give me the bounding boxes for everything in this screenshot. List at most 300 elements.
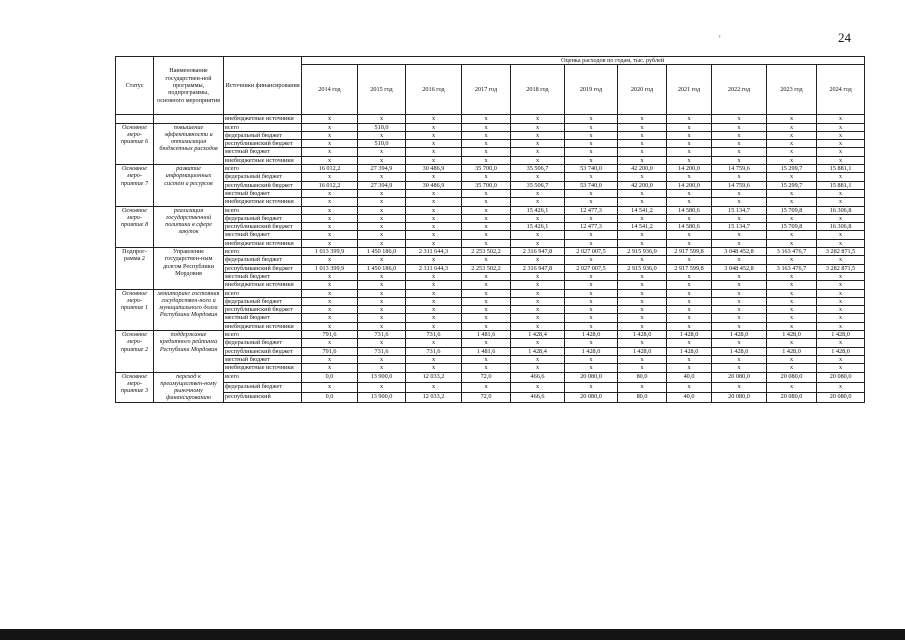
- status-cell: Подпрог-рамма 2: [116, 248, 154, 289]
- value-cell: x: [767, 306, 817, 314]
- value-cell: 1 428,4: [511, 347, 565, 355]
- value-cell: x: [565, 339, 618, 347]
- value-cell: x: [618, 289, 667, 297]
- value-cell: x: [712, 115, 767, 123]
- header-year: 2021 год: [667, 65, 712, 115]
- value-cell: x: [667, 123, 712, 131]
- value-cell: 15 426,1: [511, 223, 565, 231]
- value-cell: x: [565, 115, 618, 123]
- value-cell: 16 012,2: [302, 181, 358, 189]
- value-cell: 791,6: [302, 347, 358, 355]
- value-cell: x: [511, 239, 565, 247]
- value-cell: 2 311 644,3: [406, 264, 462, 272]
- value-cell: x: [406, 364, 462, 372]
- name-cell: поддержание кредитного рейтинга Республики Мордовия: [154, 331, 224, 372]
- value-cell: 20 080,0: [817, 392, 865, 402]
- value-cell: x: [618, 148, 667, 156]
- value-cell: x: [817, 214, 865, 222]
- value-cell: x: [462, 214, 511, 222]
- value-cell: 12 477,3: [565, 206, 618, 214]
- header-year: 2017 год: [462, 65, 511, 115]
- table-row: [116, 272, 865, 280]
- table-row: [116, 248, 865, 256]
- value-cell: x: [767, 123, 817, 131]
- value-cell: x: [565, 306, 618, 314]
- value-cell: x: [302, 131, 358, 139]
- value-cell: 42 200,0: [618, 165, 667, 173]
- value-cell: x: [302, 239, 358, 247]
- source-cell: всего: [224, 248, 302, 256]
- value-cell: x: [462, 189, 511, 197]
- value-cell: 20 080,0: [565, 372, 618, 382]
- value-cell: 1 428,0: [817, 331, 865, 339]
- table-row: [116, 355, 865, 363]
- value-cell: x: [302, 206, 358, 214]
- value-cell: x: [565, 355, 618, 363]
- value-cell: 731,6: [358, 331, 406, 339]
- value-cell: x: [565, 148, 618, 156]
- table-row: [116, 140, 865, 148]
- value-cell: x: [565, 382, 618, 392]
- value-cell: x: [817, 148, 865, 156]
- value-cell: x: [302, 140, 358, 148]
- value-cell: 72,0: [462, 372, 511, 382]
- table-row: [116, 115, 865, 123]
- value-cell: x: [817, 231, 865, 239]
- value-cell: 1 428,0: [767, 347, 817, 355]
- value-cell: x: [565, 272, 618, 280]
- value-cell: x: [358, 322, 406, 330]
- value-cell: 72,0: [462, 392, 511, 402]
- value-cell: 3 048 452,8: [712, 248, 767, 256]
- corner-mark: ': [719, 34, 721, 44]
- value-cell: x: [817, 339, 865, 347]
- value-cell: 12 477,3: [565, 223, 618, 231]
- status-cell: Основное меро-приятие 7: [116, 165, 154, 206]
- value-cell: x: [511, 382, 565, 392]
- value-cell: x: [358, 239, 406, 247]
- value-cell: x: [462, 131, 511, 139]
- value-cell: x: [667, 322, 712, 330]
- value-cell: x: [302, 322, 358, 330]
- value-cell: 30 486,9: [406, 165, 462, 173]
- source-cell: республиканский бюджет: [224, 140, 302, 148]
- header-name: Наименование государствен-ной программы, подпрограммы, основного мероприятия: [154, 57, 224, 115]
- value-cell: 1 428,0: [618, 331, 667, 339]
- value-cell: 14 541,2: [618, 206, 667, 214]
- value-cell: 14 580,6: [667, 223, 712, 231]
- value-cell: x: [667, 272, 712, 280]
- value-cell: x: [712, 231, 767, 239]
- value-cell: 2 027 007,5: [565, 248, 618, 256]
- value-cell: x: [712, 189, 767, 197]
- table-row: [116, 231, 865, 239]
- source-cell: местный бюджет: [224, 148, 302, 156]
- value-cell: x: [302, 281, 358, 289]
- value-cell: x: [817, 173, 865, 181]
- value-cell: 15 299,7: [767, 181, 817, 189]
- value-cell: x: [712, 314, 767, 322]
- budget-table: [115, 56, 865, 403]
- name-cell: реализация государственной политики в сфере закупок: [154, 206, 224, 247]
- source-cell: всего: [224, 372, 302, 382]
- value-cell: x: [358, 306, 406, 314]
- source-cell: внебюджетные источники: [224, 364, 302, 372]
- header-year: 2018 год: [511, 65, 565, 115]
- source-cell: местный бюджет: [224, 189, 302, 197]
- value-cell: x: [667, 231, 712, 239]
- value-cell: 0,0: [302, 392, 358, 402]
- value-cell: x: [406, 256, 462, 264]
- value-cell: x: [565, 239, 618, 247]
- value-cell: x: [462, 364, 511, 372]
- value-cell: x: [712, 148, 767, 156]
- value-cell: x: [511, 214, 565, 222]
- value-cell: x: [712, 198, 767, 206]
- table-row: [116, 364, 865, 372]
- source-cell: местный бюджет: [224, 314, 302, 322]
- table-row: [116, 314, 865, 322]
- value-cell: 3 282 871,5: [817, 248, 865, 256]
- value-cell: x: [511, 355, 565, 363]
- value-cell: x: [406, 322, 462, 330]
- value-cell: x: [712, 173, 767, 181]
- header-year: 2020 год: [618, 65, 667, 115]
- status-cell: Основное меро-приятие 6: [116, 123, 154, 164]
- source-cell: федеральный бюджет: [224, 297, 302, 305]
- value-cell: x: [358, 214, 406, 222]
- value-cell: x: [302, 339, 358, 347]
- source-cell: всего: [224, 123, 302, 131]
- header-year: 2015 год: [358, 65, 406, 115]
- value-cell: x: [406, 231, 462, 239]
- table-row: [116, 289, 865, 297]
- value-cell: x: [406, 123, 462, 131]
- source-cell: внебюджетные источники: [224, 281, 302, 289]
- value-cell: 3 163 476,7: [767, 248, 817, 256]
- value-cell: x: [511, 115, 565, 123]
- value-cell: x: [462, 123, 511, 131]
- value-cell: 1 428,0: [712, 347, 767, 355]
- value-cell: x: [511, 289, 565, 297]
- value-cell: x: [511, 131, 565, 139]
- value-cell: x: [618, 156, 667, 164]
- value-cell: x: [358, 289, 406, 297]
- value-cell: x: [406, 355, 462, 363]
- table-row: [116, 239, 865, 247]
- value-cell: 80,0: [618, 392, 667, 402]
- value-cell: x: [618, 115, 667, 123]
- value-cell: x: [358, 256, 406, 264]
- value-cell: 42 200,0: [618, 181, 667, 189]
- value-cell: 2 917 599,8: [667, 264, 712, 272]
- value-cell: x: [406, 289, 462, 297]
- header-estimate: Оценка расходов по годам, тыс. рублей: [302, 57, 865, 65]
- value-cell: x: [462, 355, 511, 363]
- value-cell: 1 450 186,0: [358, 264, 406, 272]
- value-cell: x: [618, 322, 667, 330]
- value-cell: x: [817, 322, 865, 330]
- value-cell: x: [712, 239, 767, 247]
- value-cell: x: [817, 198, 865, 206]
- value-cell: x: [712, 281, 767, 289]
- value-cell: x: [712, 306, 767, 314]
- source-cell: республиканский бюджет: [224, 223, 302, 231]
- value-cell: x: [302, 256, 358, 264]
- value-cell: x: [767, 339, 817, 347]
- value-cell: 13 900,0: [358, 392, 406, 402]
- value-cell: 1 428,0: [565, 331, 618, 339]
- value-cell: 466,6: [511, 372, 565, 382]
- value-cell: x: [565, 297, 618, 305]
- value-cell: 35 506,7: [511, 165, 565, 173]
- value-cell: x: [358, 364, 406, 372]
- header-year: 2023 год: [767, 65, 817, 115]
- source-cell: федеральный бюджет: [224, 214, 302, 222]
- value-cell: 1 450 186,0: [358, 248, 406, 256]
- value-cell: x: [817, 156, 865, 164]
- value-cell: 20 080,0: [817, 372, 865, 382]
- value-cell: 2 311 644,3: [406, 248, 462, 256]
- header-year: 2019 год: [565, 65, 618, 115]
- value-cell: x: [712, 297, 767, 305]
- value-cell: x: [406, 131, 462, 139]
- value-cell: x: [462, 156, 511, 164]
- table-row: [116, 382, 865, 392]
- value-cell: x: [406, 382, 462, 392]
- value-cell: x: [511, 272, 565, 280]
- value-cell: x: [767, 140, 817, 148]
- source-cell: всего: [224, 331, 302, 339]
- value-cell: 20 080,0: [712, 392, 767, 402]
- value-cell: 14 759,6: [712, 165, 767, 173]
- value-cell: x: [712, 322, 767, 330]
- value-cell: x: [511, 156, 565, 164]
- source-cell: федеральный бюджет: [224, 339, 302, 347]
- table-row: [116, 372, 865, 382]
- source-cell: федеральный бюджет: [224, 173, 302, 181]
- value-cell: x: [618, 214, 667, 222]
- value-cell: x: [767, 256, 817, 264]
- value-cell: x: [358, 272, 406, 280]
- value-cell: x: [462, 322, 511, 330]
- value-cell: x: [406, 173, 462, 181]
- value-cell: 14 200,0: [667, 181, 712, 189]
- value-cell: x: [767, 322, 817, 330]
- value-cell: 1 428,0: [667, 347, 712, 355]
- name-cell: мониторинг состояния государствен-ного и муниципального долга Республики Мордовия: [154, 289, 224, 330]
- value-cell: 14 759,6: [712, 181, 767, 189]
- value-cell: x: [358, 355, 406, 363]
- value-cell: x: [511, 306, 565, 314]
- value-cell: x: [817, 131, 865, 139]
- value-cell: x: [667, 297, 712, 305]
- value-cell: x: [406, 140, 462, 148]
- value-cell: 1 013 399,9: [302, 264, 358, 272]
- value-cell: 35 700,0: [462, 165, 511, 173]
- name-cell: повышение эффективности и оптимизация бюджетных расходов: [154, 123, 224, 164]
- value-cell: x: [462, 272, 511, 280]
- value-cell: 2 253 502,2: [462, 264, 511, 272]
- value-cell: 2 915 936,0: [618, 264, 667, 272]
- value-cell: x: [817, 189, 865, 197]
- value-cell: 3 048 452,8: [712, 264, 767, 272]
- value-cell: x: [667, 364, 712, 372]
- table-row: [116, 256, 865, 264]
- value-cell: x: [462, 289, 511, 297]
- value-cell: x: [462, 198, 511, 206]
- value-cell: x: [767, 198, 817, 206]
- value-cell: x: [565, 156, 618, 164]
- value-cell: x: [817, 306, 865, 314]
- value-cell: x: [462, 281, 511, 289]
- table-row: [116, 339, 865, 347]
- value-cell: 40,0: [667, 392, 712, 402]
- value-cell: 40,0: [667, 372, 712, 382]
- value-cell: x: [511, 322, 565, 330]
- table-row: [116, 306, 865, 314]
- value-cell: x: [565, 189, 618, 197]
- value-cell: 1 428,0: [767, 331, 817, 339]
- value-cell: 1 428,4: [511, 331, 565, 339]
- table-row: [116, 148, 865, 156]
- value-cell: 16 306,8: [817, 206, 865, 214]
- value-cell: x: [406, 214, 462, 222]
- value-cell: x: [618, 382, 667, 392]
- value-cell: 30 486,9: [406, 181, 462, 189]
- value-cell: x: [618, 256, 667, 264]
- value-cell: x: [618, 173, 667, 181]
- value-cell: x: [511, 314, 565, 322]
- value-cell: x: [817, 281, 865, 289]
- value-cell: 2 316 947,8: [511, 248, 565, 256]
- value-cell: x: [511, 173, 565, 181]
- header-year: 2016 год: [406, 65, 462, 115]
- table-row: [116, 131, 865, 139]
- source-cell: внебюджетные источники: [224, 239, 302, 247]
- value-cell: x: [358, 156, 406, 164]
- value-cell: 3 282 871,5: [817, 264, 865, 272]
- value-cell: 12 033,2: [406, 392, 462, 402]
- value-cell: x: [667, 355, 712, 363]
- value-cell: 15 709,8: [767, 206, 817, 214]
- value-cell: 2 316 947,8: [511, 264, 565, 272]
- value-cell: x: [406, 272, 462, 280]
- value-cell: 791,6: [302, 331, 358, 339]
- value-cell: x: [358, 148, 406, 156]
- value-cell: 466,6: [511, 392, 565, 402]
- value-cell: x: [302, 115, 358, 123]
- value-cell: x: [358, 173, 406, 181]
- value-cell: 15 299,7: [767, 165, 817, 173]
- value-cell: 1 481,6: [462, 331, 511, 339]
- value-cell: x: [767, 231, 817, 239]
- value-cell: x: [618, 239, 667, 247]
- value-cell: x: [302, 272, 358, 280]
- table-row: [116, 331, 865, 339]
- value-cell: x: [511, 297, 565, 305]
- value-cell: x: [618, 140, 667, 148]
- value-cell: x: [511, 364, 565, 372]
- source-cell: внебюджетные источники: [224, 198, 302, 206]
- value-cell: x: [817, 314, 865, 322]
- value-cell: 20 080,0: [767, 392, 817, 402]
- source-cell: внебюджетные источники: [224, 322, 302, 330]
- value-cell: 14 200,0: [667, 165, 712, 173]
- table-row: [116, 347, 865, 355]
- value-cell: 14 580,6: [667, 206, 712, 214]
- value-cell: 27 394,9: [358, 165, 406, 173]
- value-cell: 35 506,7: [511, 181, 565, 189]
- value-cell: 80,0: [618, 372, 667, 382]
- value-cell: 15 426,1: [511, 206, 565, 214]
- value-cell: x: [462, 115, 511, 123]
- value-cell: 731,6: [406, 331, 462, 339]
- value-cell: x: [767, 156, 817, 164]
- value-cell: x: [302, 382, 358, 392]
- value-cell: x: [302, 173, 358, 181]
- value-cell: x: [618, 231, 667, 239]
- value-cell: 13 900,0: [358, 372, 406, 382]
- value-cell: x: [406, 115, 462, 123]
- value-cell: x: [667, 148, 712, 156]
- value-cell: x: [302, 198, 358, 206]
- value-cell: x: [358, 297, 406, 305]
- page-number: 24: [838, 30, 851, 45]
- value-cell: x: [462, 339, 511, 347]
- value-cell: x: [358, 281, 406, 289]
- value-cell: x: [358, 223, 406, 231]
- value-cell: x: [767, 281, 817, 289]
- table-row: [116, 214, 865, 222]
- header-sources: Источники финансирования: [224, 57, 302, 115]
- value-cell: x: [406, 189, 462, 197]
- value-cell: x: [302, 289, 358, 297]
- header-year: 2014 год: [302, 65, 358, 115]
- value-cell: x: [358, 189, 406, 197]
- source-cell: республиканский бюджет: [224, 264, 302, 272]
- value-cell: 2 915 936,0: [618, 248, 667, 256]
- value-cell: x: [358, 198, 406, 206]
- source-cell: местный бюджет: [224, 231, 302, 239]
- value-cell: x: [618, 189, 667, 197]
- value-cell: x: [712, 272, 767, 280]
- value-cell: 15 134,7: [712, 223, 767, 231]
- header-year: 2024 год: [817, 65, 865, 115]
- value-cell: x: [302, 231, 358, 239]
- value-cell: x: [511, 339, 565, 347]
- source-cell: внебюджетные источники: [224, 115, 302, 123]
- value-cell: 15 709,8: [767, 223, 817, 231]
- value-cell: x: [767, 355, 817, 363]
- value-cell: x: [618, 198, 667, 206]
- value-cell: x: [618, 306, 667, 314]
- name-cell: [154, 115, 224, 123]
- value-cell: x: [462, 239, 511, 247]
- value-cell: x: [618, 272, 667, 280]
- value-cell: x: [406, 198, 462, 206]
- table-row: [116, 281, 865, 289]
- value-cell: x: [767, 297, 817, 305]
- value-cell: 2 027 007,5: [565, 264, 618, 272]
- value-cell: x: [767, 289, 817, 297]
- value-cell: x: [618, 314, 667, 322]
- source-cell: внебюджетные источники: [224, 156, 302, 164]
- value-cell: x: [667, 140, 712, 148]
- value-cell: x: [462, 256, 511, 264]
- value-cell: x: [712, 256, 767, 264]
- table-row: [116, 198, 865, 206]
